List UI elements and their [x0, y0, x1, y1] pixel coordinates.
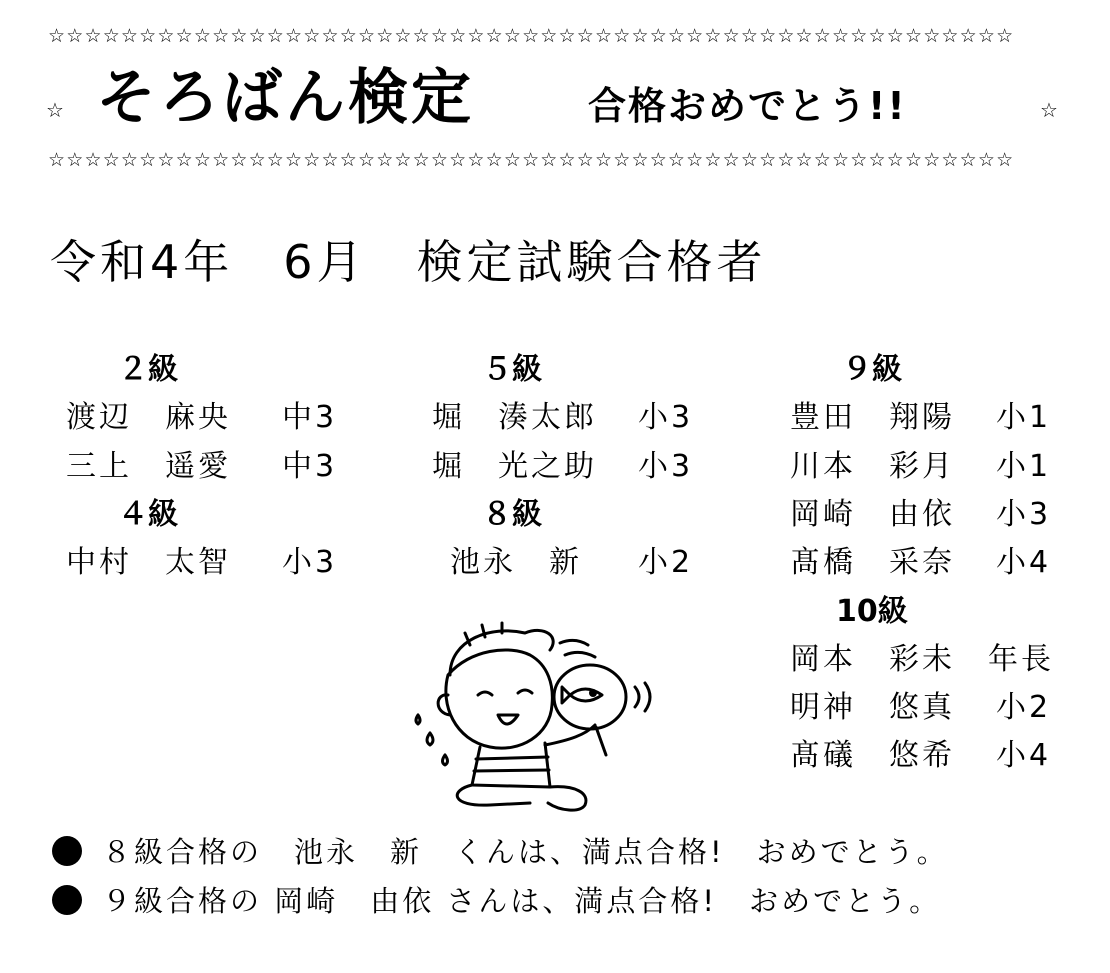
list-item [790, 738, 1052, 774]
student-name: 岡崎 由依 [790, 497, 955, 532]
star-border-top: ☆☆☆☆☆☆☆☆☆☆☆☆☆☆☆☆☆☆☆☆☆☆☆☆☆☆☆☆☆☆☆☆☆☆☆☆☆☆☆☆☆☆☆☆☆☆☆☆☆☆☆☆☆ [48, 25, 1015, 47]
student-name: 渡辺 麻央 [66, 400, 231, 435]
list-item [790, 690, 1052, 726]
list-item [432, 400, 694, 436]
list-item [66, 545, 338, 581]
student-name: 髙橋 采奈 [790, 545, 955, 580]
student-name: 堀 光之助 [432, 449, 597, 484]
grade-9-label: ９級 [842, 352, 902, 387]
list-item [790, 545, 1052, 581]
student-school: 小3 [638, 400, 694, 435]
student-school: 年長 [988, 642, 1054, 677]
student-school: 小4 [996, 738, 1052, 773]
student-name: 髙礒 悠希 [790, 738, 955, 773]
student-name: 明神 悠真 [790, 690, 955, 725]
student-school: 小3 [996, 497, 1052, 532]
grade-5-label: ５級 [482, 352, 542, 387]
bullet-icon [52, 836, 82, 866]
list-item [66, 400, 338, 436]
grade-10-label: 10級 [836, 594, 908, 629]
student-name: 豊田 翔陽 [790, 400, 955, 435]
bullet-icon [52, 885, 82, 915]
star-left-icon: ☆ [46, 98, 64, 122]
student-name: 川本 彩月 [790, 449, 955, 484]
student-school: 小4 [996, 545, 1052, 580]
student-school: 小3 [282, 545, 338, 580]
note-perfect-score-1 [52, 834, 949, 870]
student-name: 岡本 彩未 [790, 642, 955, 677]
list-item [432, 449, 694, 485]
list-item [450, 545, 694, 581]
list-item [790, 642, 1054, 678]
grade-8-label: ８級 [482, 497, 542, 532]
note-text: ８級合格の 池永 新 くんは、満点合格! おめでとう。 [102, 835, 949, 869]
banner-title: そろばん検定 [96, 63, 474, 133]
page-heading: 令和4年 6月 検定試験合格者 [50, 235, 767, 289]
list-item [790, 497, 1052, 533]
student-school: 小2 [638, 545, 694, 580]
child-with-fan-illustration [410, 615, 670, 815]
star-border-bottom: ☆☆☆☆☆☆☆☆☆☆☆☆☆☆☆☆☆☆☆☆☆☆☆☆☆☆☆☆☆☆☆☆☆☆☆☆☆☆☆☆☆☆☆☆☆☆☆☆☆☆☆☆☆ [48, 149, 1015, 171]
student-name: 池永 新 [450, 545, 582, 580]
note-perfect-score-2 [52, 883, 941, 919]
student-name: 堀 湊太郎 [432, 400, 597, 435]
list-item [66, 449, 338, 485]
star-right-icon: ☆ [1040, 98, 1058, 122]
grade-4-label: ４級 [118, 497, 178, 532]
note-text: ９級合格の 岡崎 由依 さんは、満点合格! おめでとう。 [102, 884, 942, 918]
student-school: 小3 [638, 449, 694, 484]
student-school: 中3 [282, 449, 338, 484]
student-name: 三上 遥愛 [66, 449, 231, 484]
list-item [790, 400, 1052, 436]
grade-2-label: ２級 [118, 352, 178, 387]
student-school: 小1 [996, 449, 1052, 484]
student-school: 小1 [996, 400, 1052, 435]
banner-subtitle: 合格おめでとう!! [588, 84, 907, 128]
student-name: 中村 太智 [66, 545, 231, 580]
student-school: 小2 [996, 690, 1052, 725]
list-item [790, 449, 1052, 485]
student-school: 中3 [282, 400, 338, 435]
